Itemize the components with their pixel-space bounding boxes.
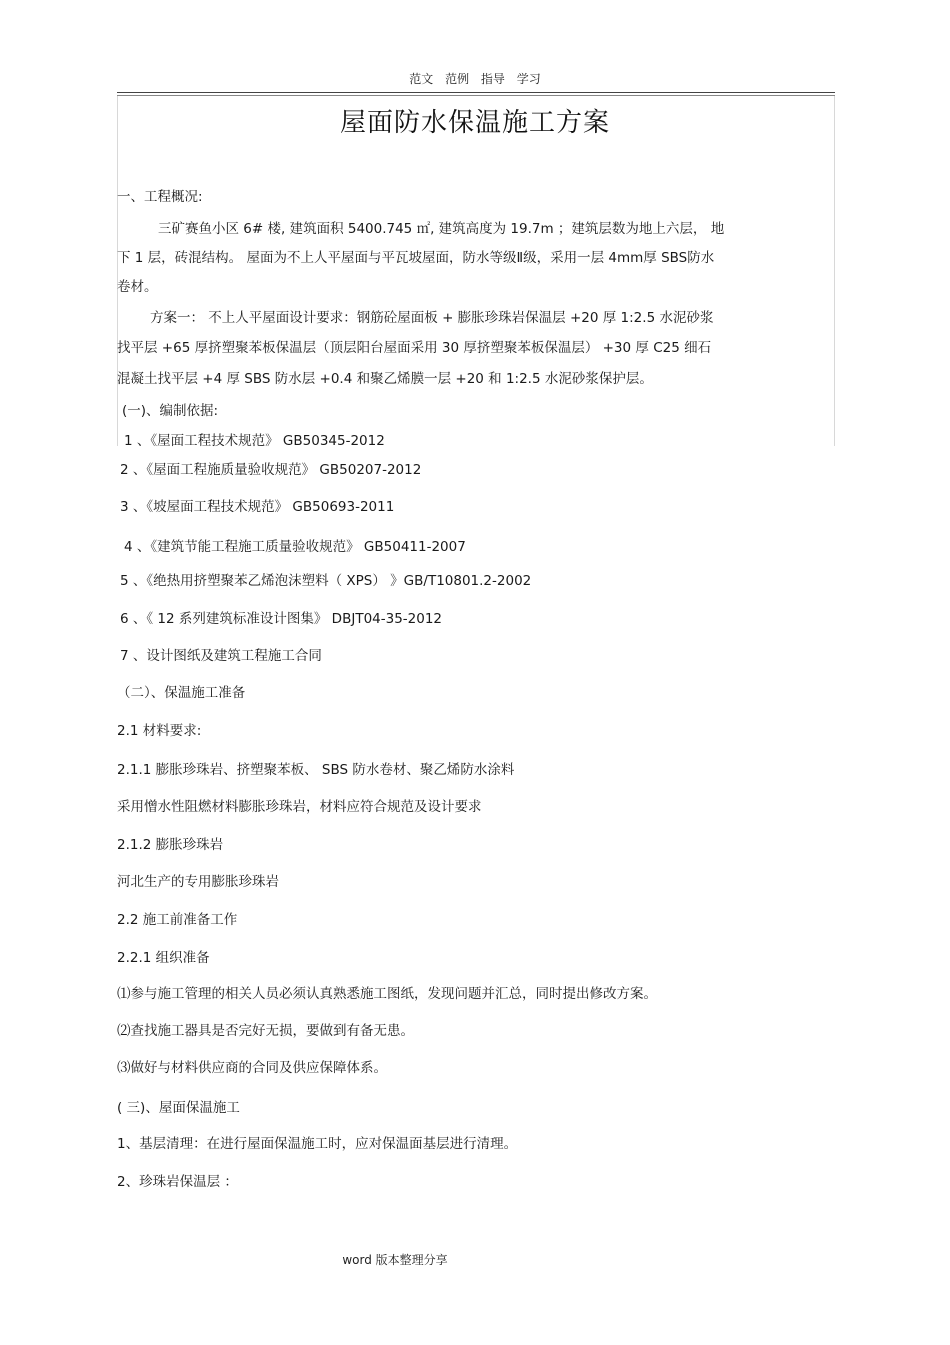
section-number-heading: 2.1.2 膨胀珍珠岩 [117,837,224,853]
section-number-heading: 2.1.1 膨胀珍珠岩、挤塑聚苯板、 SBS 防水卷材、聚乙烯防水涂料 [117,762,515,778]
frame-border-right [834,96,835,446]
header-item: 范例 [445,72,470,86]
list-item: ⑴参与施工管理的相关人员必须认真熟悉施工图纸，发现问题并汇总，同时提出修改方案。 [117,986,657,1002]
paragraph-line: 卷材。 [117,279,158,295]
paragraph-line: 方案一： 不上人平屋面设计要求：钢筋砼屋面板 + 膨胀珍珠岩保温层 +20 厚 1:2.5 水泥砂浆 [150,310,714,326]
subsection-heading: ( 三)、屋面保温施工 [117,1100,240,1116]
list-item: 5 、《绝热用挤塑聚苯乙烯泡沫塑料（ XPS） 》GB/T10801.2-2002 [120,573,532,589]
paragraph-line: 混凝土找平层 +4 厚 SBS 防水层 +0.4 和聚乙烯膜一层 +20 和 1:2.5 水泥砂浆保护层。 [117,371,653,387]
header-item: 指导 [480,72,505,86]
paragraph-line: 找平层 +65 厚挤塑聚苯板保温层（顶层阳台屋面采用 30 厚挤塑聚苯板保温层） +30 厚 C25 细石 [117,340,712,356]
list-item: 3 、《坡屋面工程技术规范》 GB50693-2011 [120,499,395,515]
paragraph-line: 三矿赛鱼小区 6# 楼, 建筑面积 5400.745 ㎡, 建筑高度为 19.7m ；建筑层数为地上六层， 地 [158,221,725,237]
page-header [0,70,950,87]
section-number-heading: 2.2.1 组织准备 [117,950,210,966]
list-item: 4 、《建筑节能工程施工质量验收规范》 GB50411-2007 [124,539,466,555]
paragraph-line: 采用憎水性阻燃材料膨胀珍珠岩，材料应符合规范及设计要求 [117,799,482,815]
header-item: 学习 [516,72,541,86]
list-item: 2 、《屋面工程施质量验收规范》 GB50207-2012 [120,462,422,478]
list-item: 1 、《屋面工程技术规范》 GB50345-2012 [124,433,385,449]
section-number-heading: 2.2 施工前准备工作 [117,912,238,928]
header-rule [117,92,835,93]
document-title: 屋面防水保温施工方案 [339,108,610,138]
subsection-heading: （二）、保温施工准备 [117,685,246,701]
paragraph-line: 下 1 层，砖混结构。 屋面为不上人平屋面与平瓦坡屋面，防水等级Ⅱ级，采用一层 4mm厚 SBS防水 [117,250,715,266]
paragraph-line: 2、珍珠岩保温层 ： [117,1174,238,1190]
section-number-heading: 2.1 材料要求: [117,723,202,739]
list-item: ⑵查找施工器具是否完好无损，要做到有备无患。 [117,1023,414,1039]
header-rule [117,95,835,96]
list-item: ⑶做好与材料供应商的合同及供应保障体系。 [117,1060,387,1076]
subsection-heading: (一)、编制依据: [122,403,219,419]
paragraph-line: 1、基层清理：在进行屋面保温施工时，应对保温面基层进行清理。 [117,1136,518,1152]
frame-border-left [117,96,118,446]
page-footer: word 版本整理分享 [342,1253,448,1267]
list-item: 7 、设计图纸及建筑工程施工合同 [120,648,322,664]
list-item: 6 、《 12 系列建筑标准设计图集》 DBJT04-35-2012 [120,611,443,627]
paragraph-line: 河北生产的专用膨胀珍珠岩 [117,874,279,890]
section-heading: 一、工程概况: [117,189,203,205]
header-item: 范文 [409,72,434,86]
